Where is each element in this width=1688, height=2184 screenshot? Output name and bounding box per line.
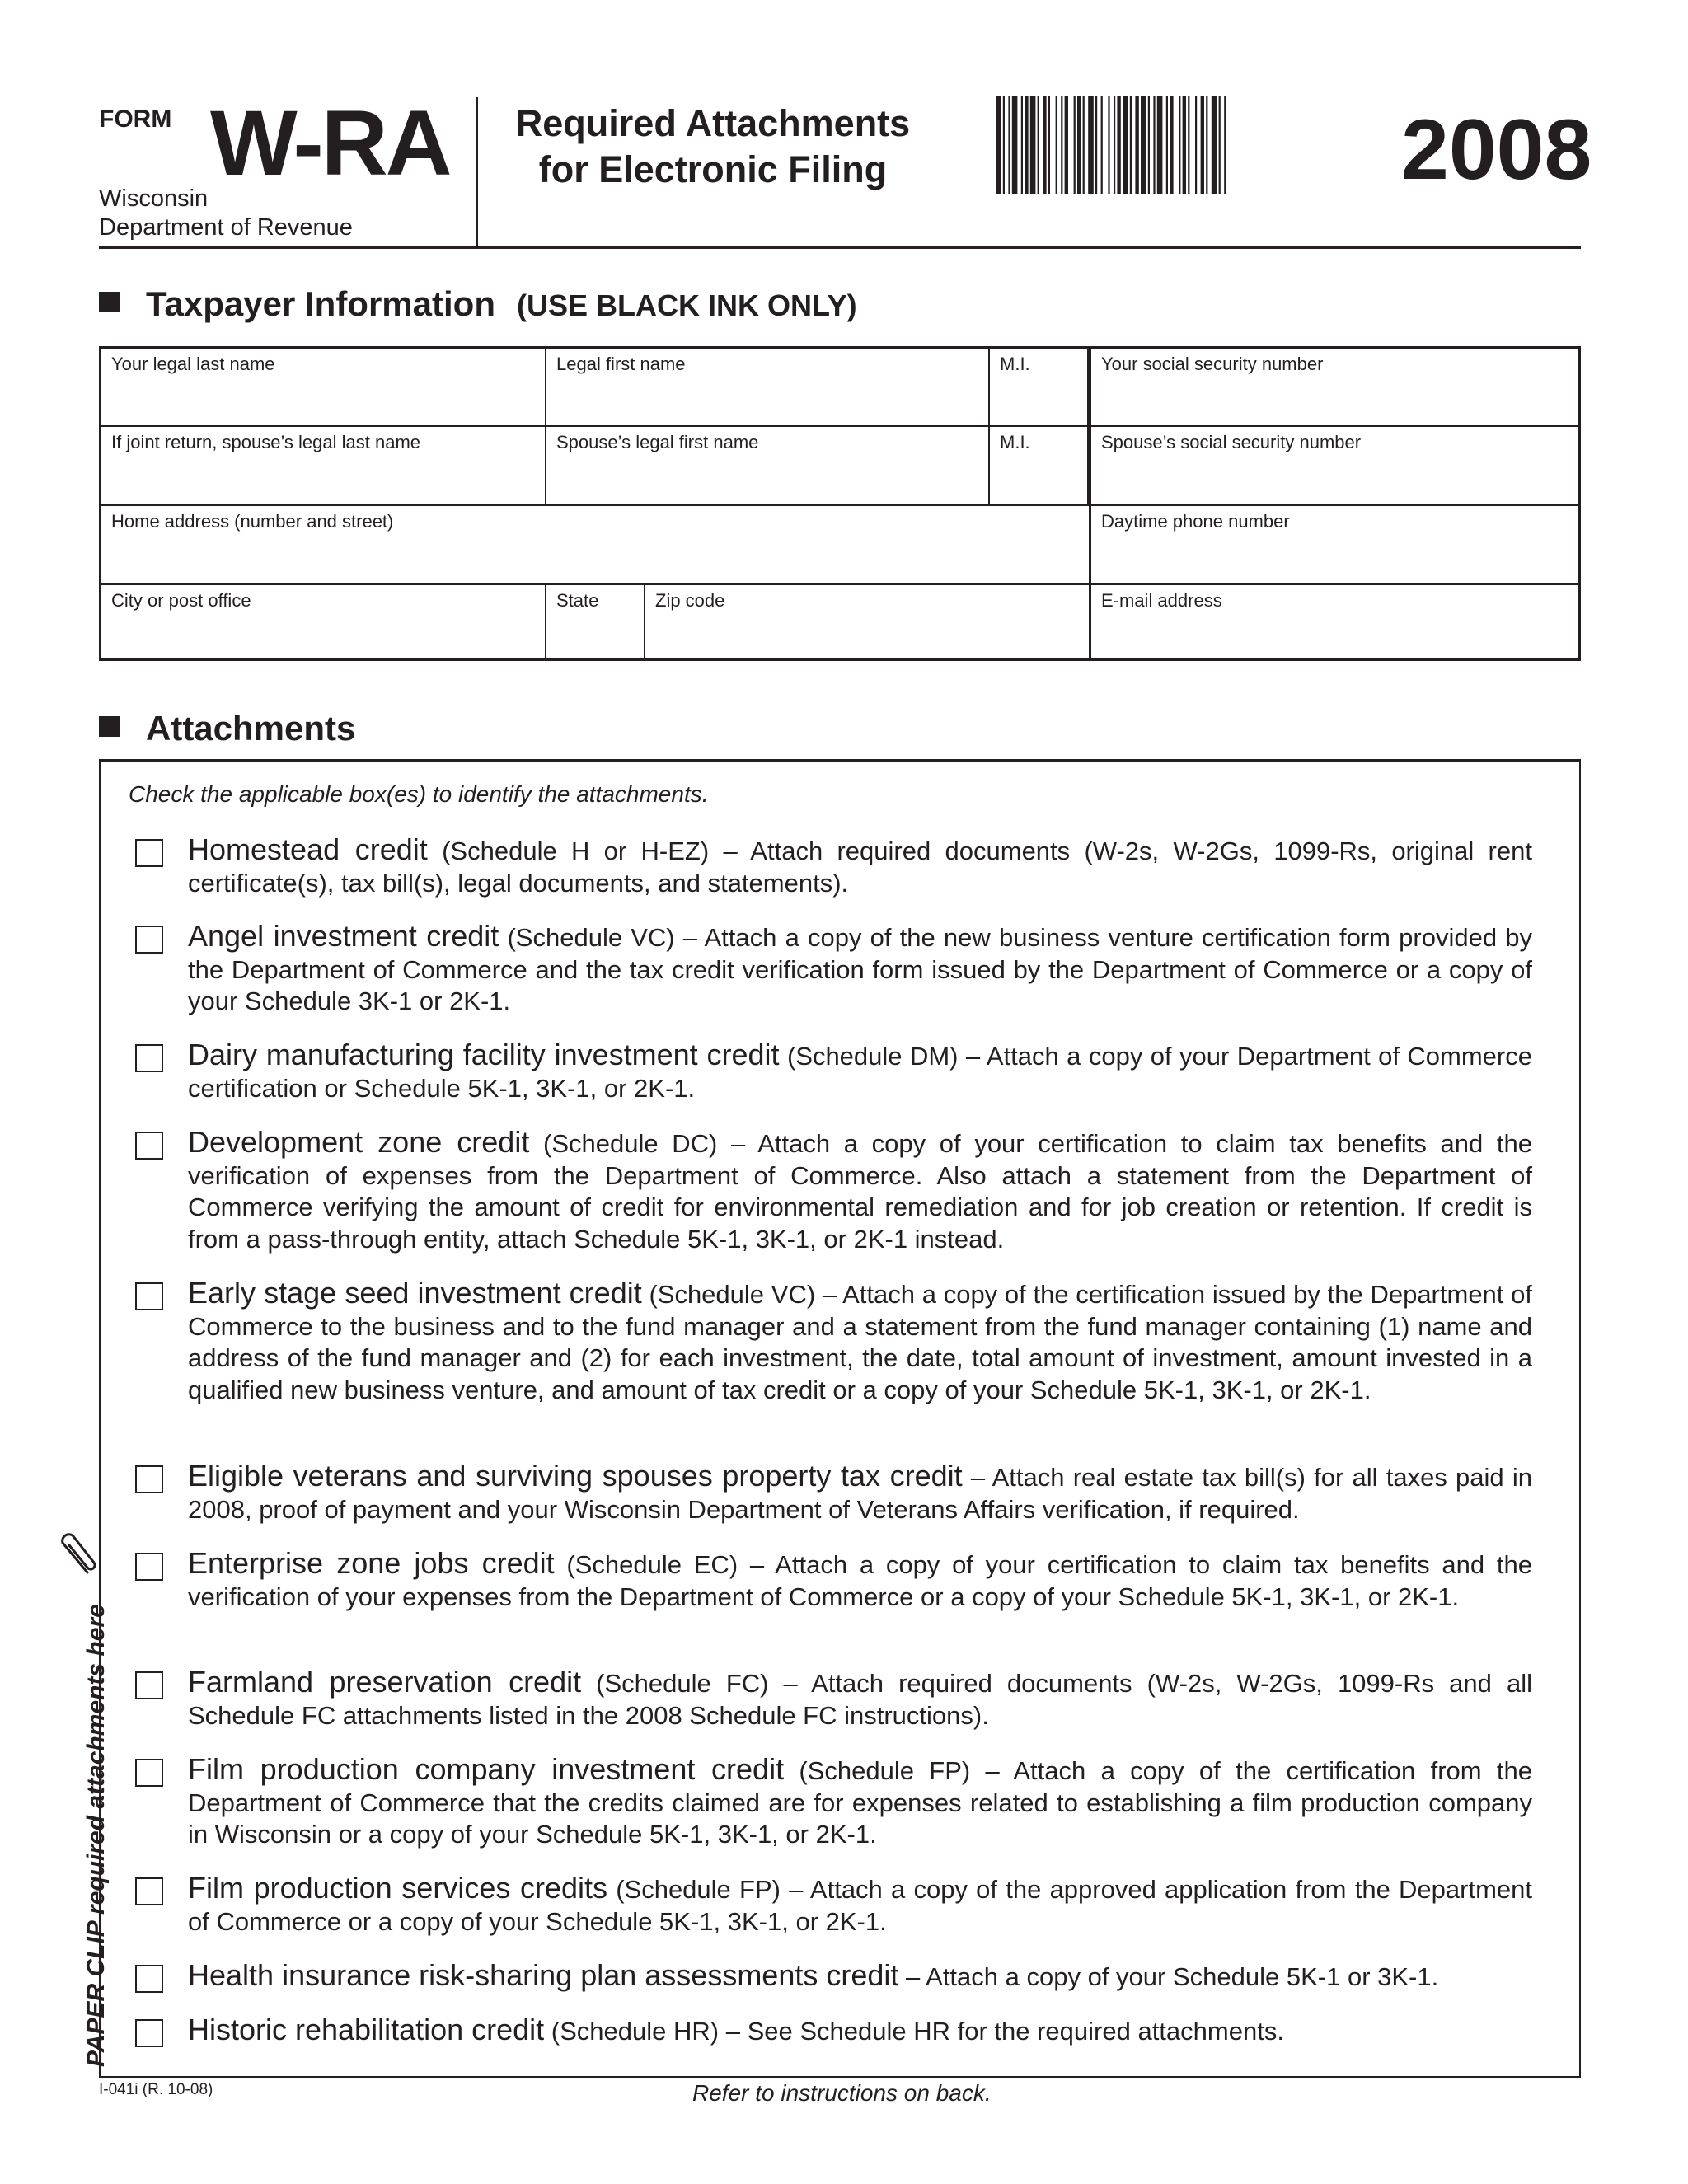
state-label: State (556, 590, 599, 611)
black-ink-note: (USE BLACK INK ONLY) (516, 288, 857, 322)
checkbox-film-production-company-credit[interactable] (135, 1759, 163, 1787)
agency-line-1: Wisconsin (99, 185, 209, 212)
item-name: Angel investment credit (188, 919, 499, 953)
item-text (188, 1277, 1532, 1406)
paper-clip-instruction: PAPER CLIP required attachments here (82, 1604, 110, 2067)
first-name-field[interactable] (546, 349, 990, 427)
middle-initial-field[interactable] (990, 349, 1089, 427)
form-label: FORM (99, 105, 172, 133)
item-description: (Schedule DM) – Attach a copy of your Department of Commerce certification or Schedule 5K-1, 3K-1, or 2K-1. (188, 1042, 1532, 1103)
square-bullet-icon (99, 292, 120, 312)
checkbox-angel-investment-credit[interactable] (135, 926, 163, 954)
item-name: Development zone credit (188, 1125, 530, 1159)
item-name: Farmland preservation credit (188, 1665, 582, 1699)
ssn-field[interactable] (1091, 349, 1578, 427)
attachments-section-title: Attachments (146, 709, 356, 748)
zip-code-label: Zip code (655, 590, 725, 611)
item-description: (Schedule EC) – Attach a copy of your certification to claim tax benefits and the verification of your expenses from the Department of Commerce or a copy of your Schedule 5K-1, 3K-1, or 2K-1. (188, 1550, 1532, 1611)
spouse-ssn-field[interactable] (1091, 427, 1578, 506)
state-field[interactable] (546, 585, 645, 658)
paper-clip-icon (51, 1531, 101, 1581)
spouse-middle-initial-field[interactable] (990, 427, 1089, 506)
item-text (188, 1039, 1532, 1104)
checkbox-homestead-credit[interactable] (135, 839, 163, 867)
city-field[interactable] (101, 585, 546, 658)
item-name: Early stage seed investment credit (188, 1276, 642, 1310)
item-text (188, 1460, 1532, 1526)
refer-instructions-note: Refer to instructions on back. (692, 2080, 992, 2106)
item-name: Health insurance risk-sharing plan assessments credit (188, 1958, 899, 1992)
zip-code-field[interactable] (645, 585, 1089, 658)
item-description: (Schedule FP) – Attach a copy of the approved application from the Department of Commerce or a copy of your Schedule 5K-1, 3K-1, or 2K-1. (188, 1875, 1532, 1936)
item-name: Film production services credits (188, 1871, 607, 1905)
email-field[interactable] (1091, 585, 1578, 658)
grid-divider (1089, 349, 1091, 658)
phone-field[interactable] (1091, 506, 1578, 585)
checkbox-veterans-property-tax-credit[interactable] (135, 1465, 163, 1493)
item-text (188, 1960, 1532, 1994)
item-text (188, 1666, 1532, 1732)
item-description: (Schedule VC) – Attach a copy of the new business venture certification form provided by the Department of Commerce and the tax credit verification form issued by the Department of Commerce or a copy of your Schedule 3K-1 or 2K-1. (188, 923, 1533, 1015)
city-label: City or post office (111, 590, 251, 611)
last-name-field[interactable] (101, 349, 546, 427)
agency-line-2: Department of Revenue (99, 214, 353, 241)
item-text (188, 1548, 1532, 1613)
spouse-first-name-field[interactable] (546, 427, 990, 506)
checkbox-early-stage-seed-credit[interactable] (135, 1282, 163, 1310)
item-description: (Schedule VC) – Attach a copy of the certification issued by the Department of Commerce to the business and to the fund manager and a statement from the fund manager containing (1) name and address of the fund manager and (2) for each investment, the date, total amount of investment, amount invested in a qualified new business venture, and amount of tax credit or a copy of your Schedule 5K-1, 3K-1, or 2K-1. (188, 1280, 1532, 1404)
ssn-label: Your social security number (1101, 354, 1324, 374)
form-revision-code: I-041i (R. 10-08) (99, 2081, 213, 2098)
spouse-ssn-label: Spouse’s social security number (1101, 432, 1362, 452)
taxpayer-section-heading (99, 284, 857, 324)
attachments-section-heading (99, 709, 355, 748)
item-name: Historic rehabilitation credit (188, 2013, 545, 2046)
item-text (188, 1872, 1532, 1938)
attachments-instructions: Check the applicable box(es) to identify the attachments. (129, 781, 709, 807)
item-description: – Attach real estate tax bill(s) for all taxes paid in 2008, proof of payment and your Wisconsin Department of Veterans Affairs verification, if required. (188, 1463, 1532, 1524)
item-text (188, 1127, 1532, 1255)
item-description: (Schedule DC) – Attach a copy of your certification to claim tax benefits and the verification of expenses from the Department of Commerce. Also attach a statement from the Department of Commerce verifying the amount of credit for environmental remediation and for job creation or retention. If credit is from a pass-through entity, attach Schedule 5K-1, 3K-1, or 2K-1 instead. (188, 1129, 1532, 1254)
barcode-image (996, 96, 1337, 194)
last-name-label: Your legal last name (111, 354, 275, 374)
checkbox-development-zone-credit[interactable] (135, 1132, 163, 1160)
spouse-last-name-label: If joint return, spouse’s legal last name (111, 432, 421, 452)
spouse-last-name-field[interactable] (101, 427, 546, 506)
phone-label: Daytime phone number (1101, 511, 1290, 532)
item-name: Homestead credit (188, 832, 428, 866)
taxpayer-section-title: Taxpayer Information (146, 284, 495, 323)
first-name-label: Legal first name (556, 354, 686, 374)
email-label: E-mail address (1101, 590, 1222, 611)
item-text (188, 834, 1532, 899)
item-text (188, 2014, 1532, 2048)
item-description: (Schedule FC) – Attach required documents (W-2s, W-2Gs, 1099-Rs and all Schedule FC attachments listed in the 2008 Schedule FC instructions). (188, 1669, 1532, 1730)
form-title-line-2: for Electronic Filing (538, 148, 888, 190)
spouse-middle-initial-label: M.I. (1000, 432, 1030, 452)
spouse-first-name-label: Spouse’s legal first name (556, 432, 759, 452)
checkbox-health-insurance-credit[interactable] (135, 1965, 163, 1993)
item-description: (Schedule HR) – See Schedule HR for the required attachments. (544, 2017, 1284, 2046)
taxpayer-info-grid (99, 346, 1581, 661)
checkbox-dairy-manufacturing-credit[interactable] (135, 1044, 163, 1072)
header-rule (99, 246, 1581, 249)
tax-year: 2008 (1401, 102, 1592, 198)
checkbox-farmland-preservation-credit[interactable] (135, 1671, 163, 1699)
item-description: (Schedule H or H-EZ) – Attach required documents (W-2s, W-2Gs, 1099-Rs, original rent certificate(s), tax bill(s), legal documents, and statements). (188, 837, 1532, 898)
middle-initial-label: M.I. (1000, 354, 1030, 374)
form-title-line-1: Required Attachments (515, 102, 911, 144)
square-bullet-icon (99, 716, 120, 737)
item-description: – Attach a copy of your Schedule 5K-1 or 3K-1. (898, 1962, 1439, 1991)
item-text (188, 1754, 1532, 1851)
item-name: Film production company investment credit (188, 1752, 785, 1786)
header-divider (476, 97, 478, 247)
item-text (188, 921, 1532, 1018)
checkbox-enterprise-zone-credit[interactable] (135, 1553, 163, 1581)
item-name: Dairy manufacturing facility investment credit (188, 1038, 780, 1071)
item-name: Eligible veterans and surviving spouses property tax credit (188, 1459, 963, 1493)
item-name: Enterprise zone jobs credit (188, 1546, 555, 1580)
item-description: (Schedule FP) – Attach a copy of the certification from the Department of Commerce that the credits claimed are for expenses related to establishing a film production company in Wisconsin or a copy of your Schedule 5K-1, 3K-1, or 2K-1. (188, 1756, 1532, 1849)
home-address-label: Home address (number and street) (111, 511, 394, 532)
checkbox-historic-rehabilitation-credit[interactable] (135, 2019, 163, 2047)
form-title (495, 101, 931, 193)
checkbox-film-production-services-credit[interactable] (135, 1877, 163, 1905)
home-address-field[interactable] (101, 506, 1089, 585)
form-number: W-RA (210, 91, 450, 194)
agency-name (99, 185, 353, 242)
